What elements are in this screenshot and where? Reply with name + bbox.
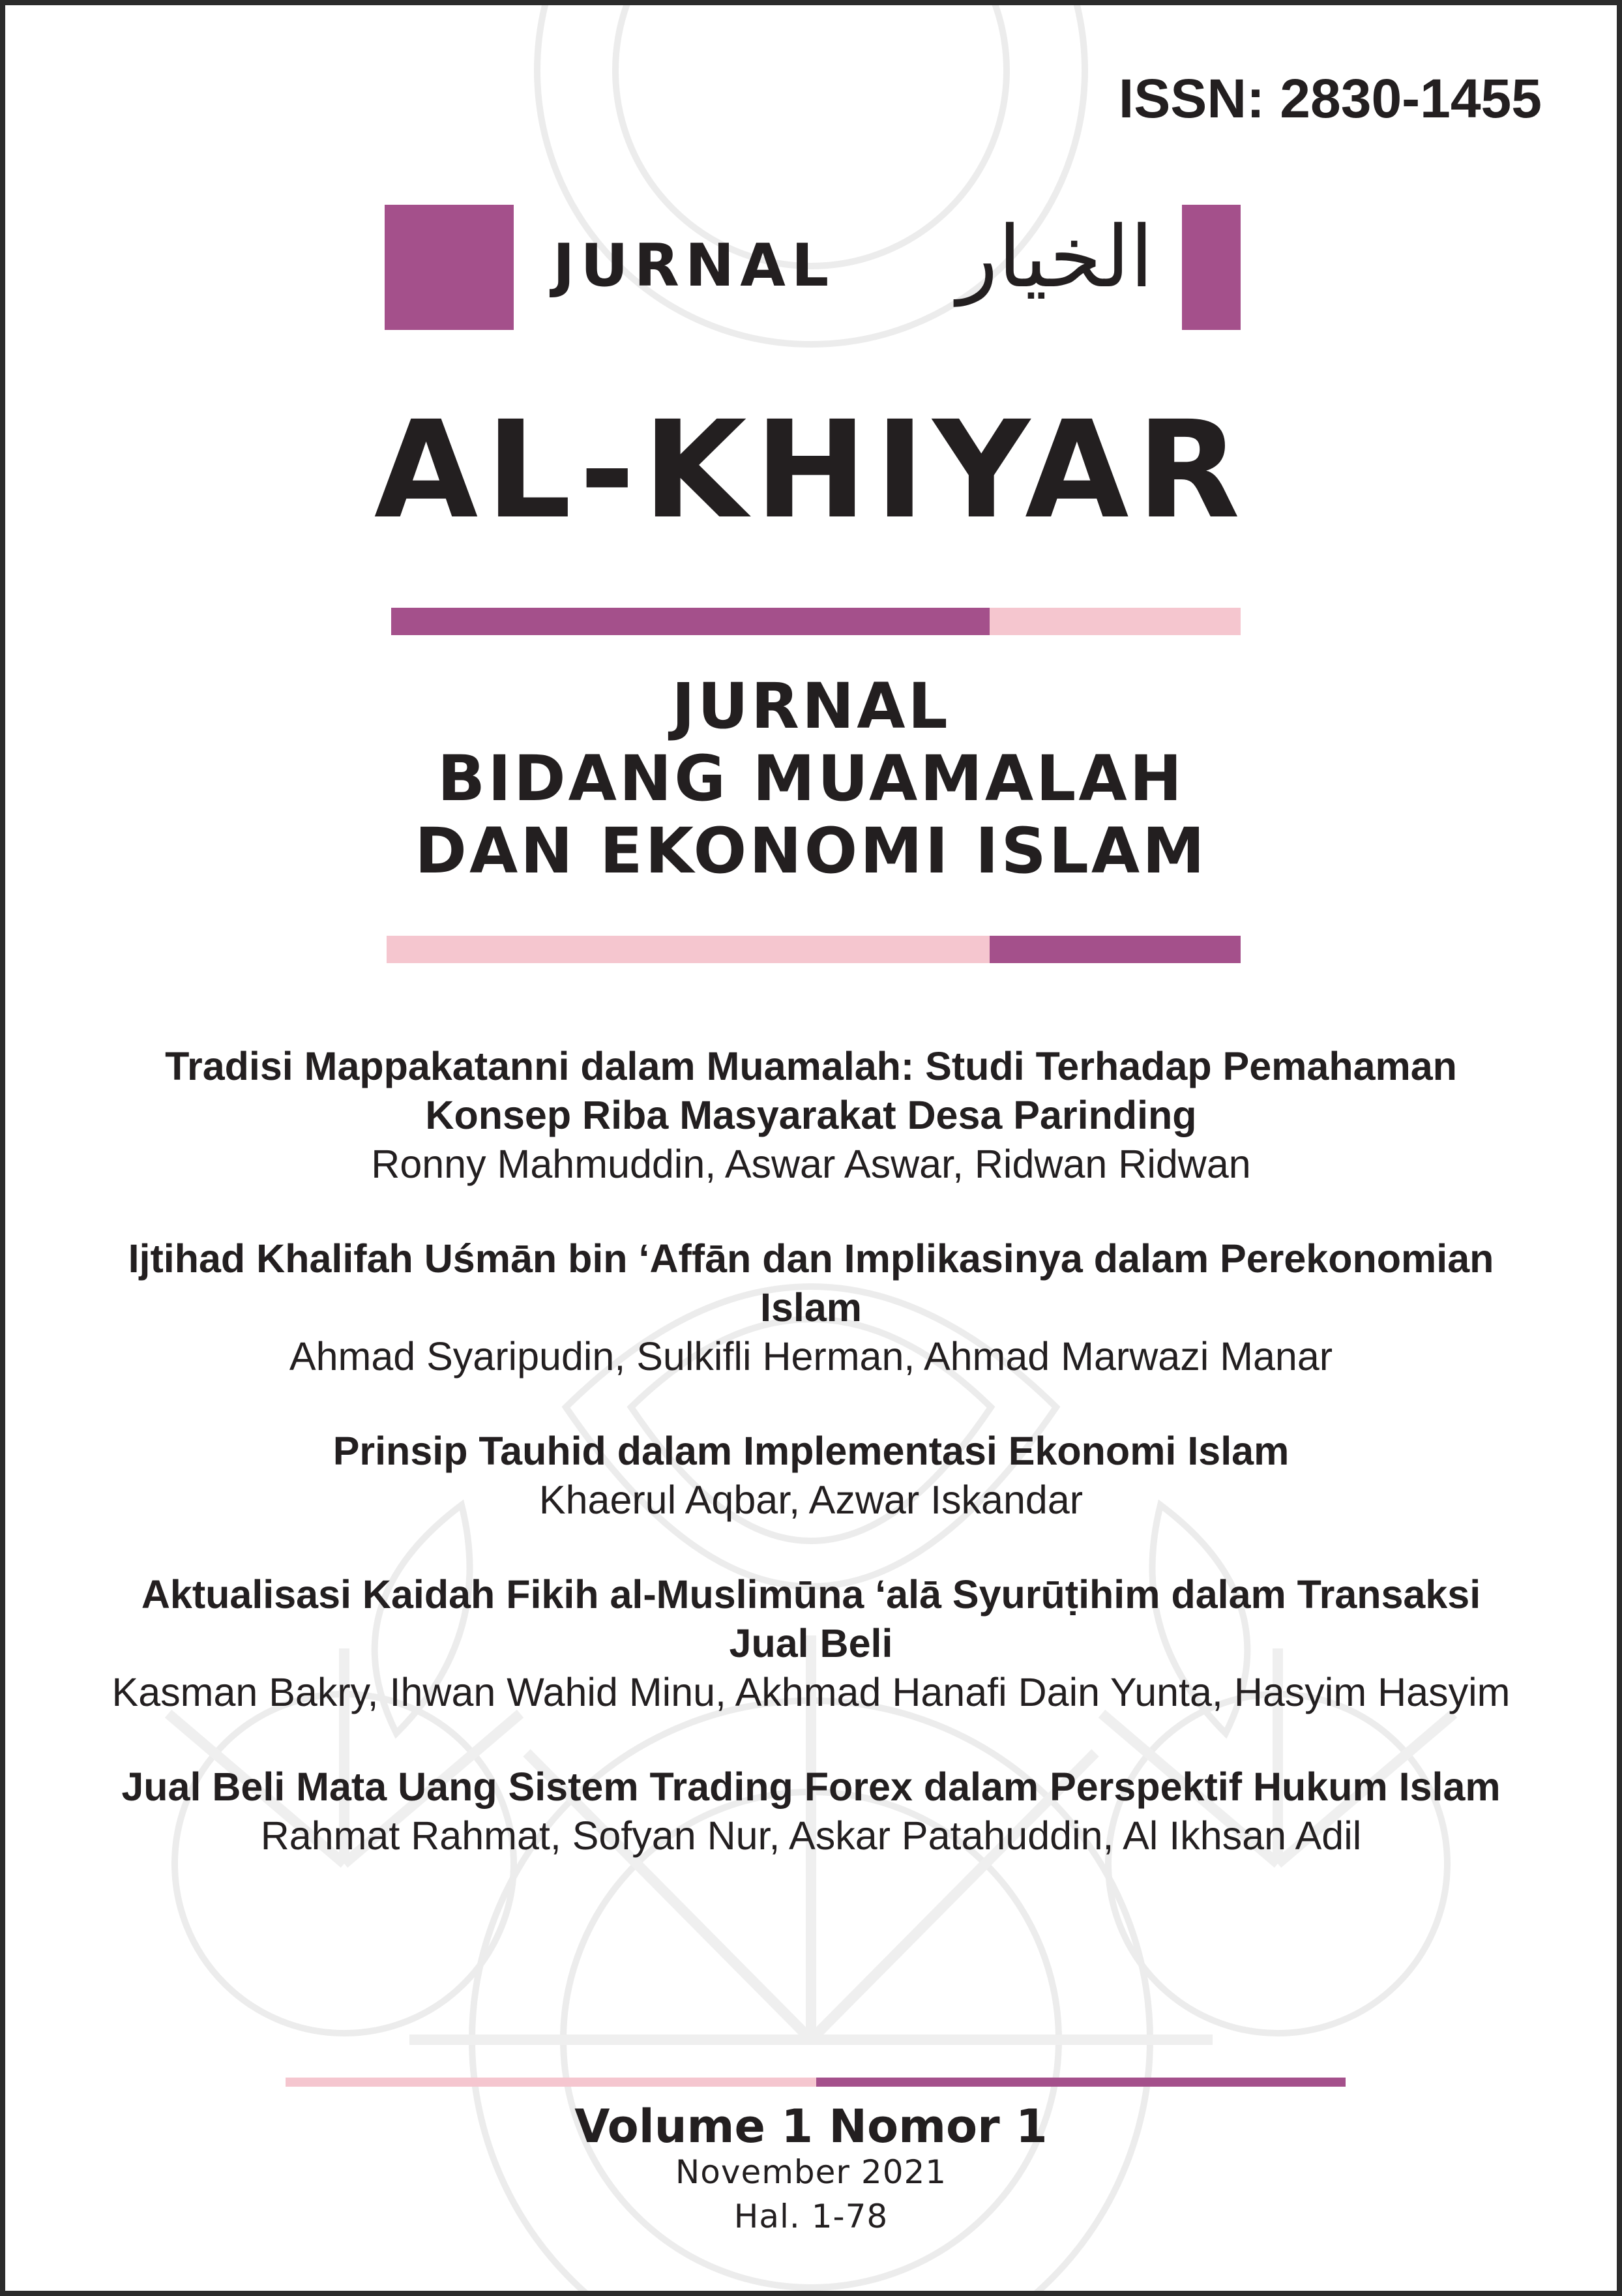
divider-lower-dark (990, 936, 1241, 963)
article-entry (103, 1042, 1519, 1189)
article-entry (103, 1427, 1519, 1525)
footer-divider-light (286, 2078, 816, 2087)
footer-divider-dark (816, 2078, 1346, 2087)
subtitle-line: BIDANG MUAMALAH (437, 742, 1185, 815)
issn-label: ISSN: 2830-1455 (1118, 68, 1542, 129)
article-entry (103, 1763, 1519, 1860)
divider-upper-dark (391, 608, 990, 635)
table-of-contents (103, 1042, 1519, 1906)
journal-subtitle (5, 670, 1617, 887)
issue-pages: Hal. 1-78 (733, 2198, 889, 2235)
article-authors: Ronny Mahmuddin, Aswar Aswar, Ridwan Ridwan (371, 1142, 1251, 1186)
article-title: Jual Beli Mata Uang Sistem Trading Forex dalam Perspektif Hukum Islam (121, 1765, 1501, 1809)
issue-date: November 2021 (675, 2153, 947, 2191)
subtitle-line: DAN EKONOMI ISLAM (415, 814, 1207, 887)
divider-upper-light (990, 608, 1241, 635)
issue-volume: Volume 1 Nomor 1 (574, 2100, 1048, 2153)
subtitle-line: JURNAL (671, 670, 951, 743)
divider-lower-light (387, 936, 990, 963)
article-title: Prinsip Tauhid dalam Implementasi Ekonomi Islam (332, 1429, 1290, 1473)
article-title: Ijtihad Khalifah Uśmān bin ‘Affān dan Implikasinya dalam Perekonomian Islam (128, 1236, 1494, 1330)
article-entry (103, 1234, 1519, 1381)
journal-title: AL-KHIYAR (374, 392, 1248, 548)
logo-arabic-title: الخيار (957, 207, 1154, 306)
logo-jurnal-word: JURNAL (553, 231, 835, 300)
article-title: Tradisi Mappakatanni dalam Muamalah: Studi Terhadap Pemahaman Konsep Riba Masyarakat Desa Parinding (165, 1044, 1457, 1137)
article-title: Aktualisasi Kaidah Fikih al-Muslimūna ‘alā Syurūṭihim dalam Transaksi Jual Beli (141, 1572, 1481, 1665)
article-entry (103, 1570, 1519, 1717)
article-authors: Khaerul Aqbar, Azwar Iskandar (538, 1478, 1084, 1522)
logo-square-left (385, 205, 514, 330)
article-authors: Ahmad Syaripudin, Sulkifli Herman, Ahmad Marwazi Manar (289, 1334, 1333, 1379)
logo-square-right (1182, 205, 1241, 330)
article-authors: Kasman Bakry, Ihwan Wahid Minu, Akhmad Hanafi Dain Yunta, Hasyim Hasyim (111, 1670, 1511, 1714)
article-authors: Rahmat Rahmat, Sofyan Nur, Askar Patahuddin, Al Ikhsan Adil (260, 1813, 1362, 1858)
